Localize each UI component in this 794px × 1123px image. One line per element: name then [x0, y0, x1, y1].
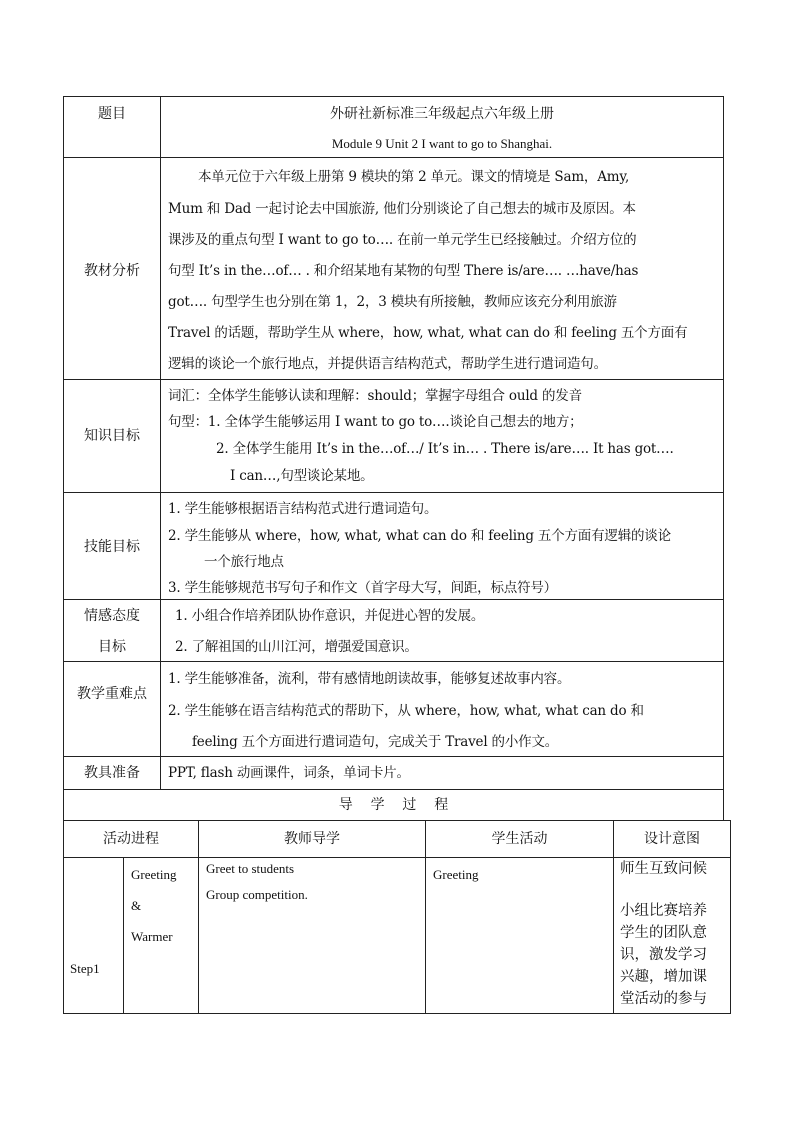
topic-label: 题目: [98, 106, 126, 122]
teacher-line: Group competition.: [206, 887, 308, 902]
tools-label: 教具准备: [84, 765, 140, 781]
purpose-line: 堂活动的参与: [620, 991, 707, 1007]
analysis-line: 本单元位于六年级上册第 9 模块的第 2 单元。课文的情境是 Sam，Amy,: [198, 169, 630, 185]
analysis-line: Travel 的话题，帮助学生从 where，how, what, what can do 和 feeling 五个方面有: [168, 325, 688, 341]
header-activity: 活动进程: [103, 831, 159, 847]
knowledge-label: 知识目标: [84, 428, 140, 444]
activity-line: &: [131, 898, 142, 913]
process-title: 导 学 过 程: [338, 797, 449, 813]
knowledge-line: 词汇：全体学生能够认读和理解：should；掌握字母组合 ould 的发音: [168, 388, 582, 404]
skills-line: 2. 学生能够从 where，how, what, what can do 和 feeling 五个方面有逻辑的谈论: [168, 528, 671, 544]
skills-label: 技能目标: [84, 539, 140, 555]
focus-line: feeling 五个方面进行遣词造句，完成关于 Travel 的小作文。: [192, 734, 559, 750]
purpose-line: 兴趣，增加课: [620, 969, 707, 985]
emotion-label-line2: 目标: [98, 639, 126, 655]
knowledge-line: 句型：1. 全体学生能够运用 I want to go to….谈论自己想去的地方；: [168, 414, 583, 430]
skills-line: 1. 学生能够根据语言结构范式进行遣词造句。: [168, 501, 438, 517]
purpose-line: 学生的团队意: [620, 925, 707, 941]
focus-label-cell: [63, 661, 161, 757]
skills-line: 一个旅行地点: [204, 554, 284, 570]
analysis-line: Mum 和 Dad 一起讨论去中国旅游, 他们分别谈论了自己想去的城市及原因。本: [168, 201, 636, 217]
analysis-line: 句型 It’s in the…of… . 和介绍某地有某物的句型 There is/are…. …have/has: [168, 263, 639, 279]
step-label: Step1: [70, 961, 100, 976]
student-activity: Greeting: [433, 867, 479, 882]
activity-line: Warmer: [131, 929, 173, 944]
step-cell: [63, 857, 124, 1014]
topic-subtitle: Module 9 Unit 2 I want to go to Shanghai.: [331, 136, 553, 151]
analysis-line: 课涉及的重点句型 I want to go to…. 在前一单元学生已经接触过。介绍方位的: [168, 232, 637, 248]
teacher-cell: [198, 857, 426, 1014]
emotion-line: 1. 小组合作培养团队协作意识，并促进心智的发展。: [175, 608, 485, 624]
teacher-line: Greet to students: [206, 861, 295, 876]
tools-text: PPT, flash 动画课件，词条，单词卡片。: [168, 765, 410, 781]
focus-label: 教学重难点: [77, 686, 147, 702]
header-teacher: 教师导学: [284, 831, 340, 847]
analysis-line: 逻辑的谈论一个旅行地点，并提供语言结构范式，帮助学生进行遣词造句。: [168, 356, 607, 372]
emotion-label-line1: 情感态度: [84, 608, 140, 624]
purpose-line: 识，激发学习: [620, 947, 707, 963]
topic-title: 外研社新标准三年级起点六年级上册: [330, 106, 554, 122]
emotion-line: 2. 了解祖国的山川江河，增强爱国意识。: [175, 639, 418, 655]
header-purpose: 设计意图: [644, 831, 700, 847]
purpose-line: 师生互致问候: [620, 861, 707, 877]
knowledge-line: I can…,句型谈论某地。: [230, 468, 374, 484]
activity-line: Greeting: [131, 867, 177, 882]
skills-line: 3. 学生能够规范书写句子和作文（首字母大写，间距，标点符号）: [168, 580, 557, 596]
knowledge-line: 2. 全体学生能用 It’s in the…of…/ It’s in… . There is/are…. It has got….: [216, 441, 674, 457]
purpose-line: 小组比赛培养: [620, 903, 707, 919]
analysis-label: 教材分析: [84, 263, 140, 279]
header-student: 学生活动: [491, 831, 548, 847]
focus-line: 2. 学生能够在语言结构范式的帮助下，从 where，how, what, what can do 和: [168, 703, 644, 719]
analysis-line: got…. 句型学生也分别在第 1，2，3 模块有所接触，教师应该充分利用旅游: [168, 294, 617, 310]
focus-line: 1. 学生能够准备，流利，带有感情地朗读故事，能够复述故事内容。: [168, 671, 571, 687]
